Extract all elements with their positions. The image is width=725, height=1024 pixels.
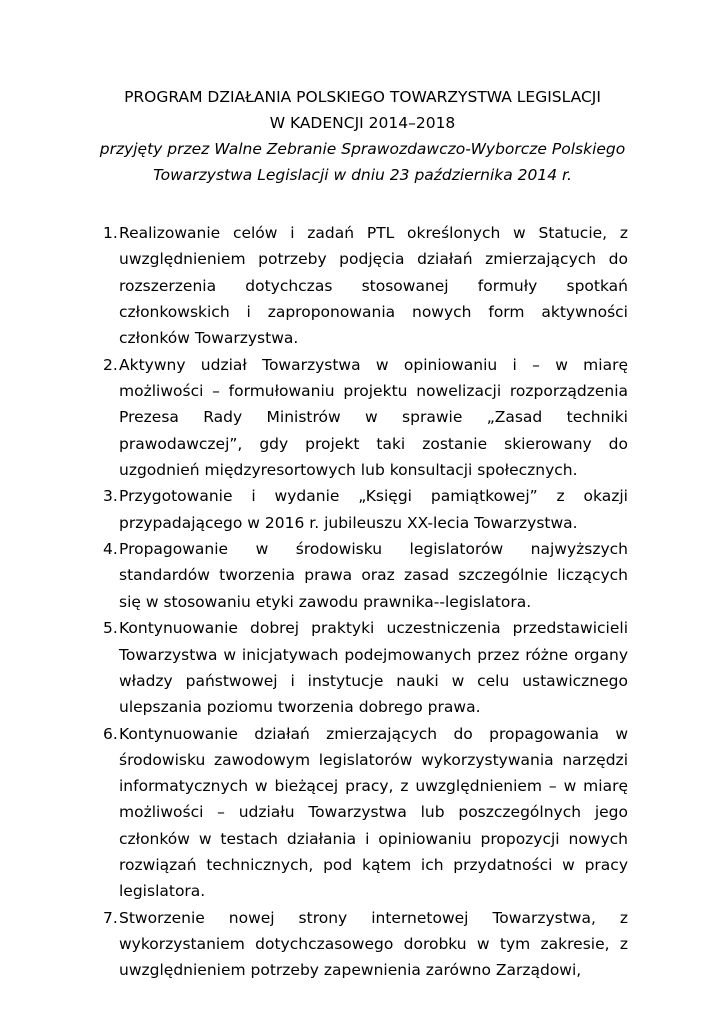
item-text: Stworzenie nowej strony internetowej Towarzystwa, z wykorzystaniem dotychczasowego dorobku w tym zakresie, z uwzględnieniem potrzeby zapewnienia zarówno Zarządowi, (119, 908, 628, 980)
document-subtitle-line-1: przyjęty przez Walne Zebranie Sprawozdawczo-Wyborcze Polskiego (99, 140, 626, 158)
item-text: Kontynuowanie działań zmierzających do propagowania w środowisku zawodowym legislatorów wykorzystywania narzędzi informatycznych w bieżącej pracy, z uwzględnieniem – w miarę możliwości – udziału Towarzystwa lub poszczególnych jego członków w testach działania i opiniowaniu propozycji nowych rozwiązań technicznych, pod kątem ich przydatności w pracy legislatora. (119, 724, 628, 901)
item-number: 4. (103, 540, 118, 559)
list-item (103, 615, 628, 720)
item-number: 1. (103, 224, 118, 242)
list-item (103, 483, 628, 536)
program-items-list (103, 220, 628, 984)
item-text: Kontynuowanie dobrej praktyki uczestniczenia przedstawicieli Towarzystwa w inicjatywach podejmowanych przez różne organy władzy państwowej i instytucje nauki w celu ustawicznego ulepszania poziomu tworzenia dobrego prawa. (119, 619, 628, 717)
list-item (103, 905, 628, 984)
item-number: 3. (103, 487, 118, 506)
item-number: 6. (103, 724, 118, 743)
item-number: 7. (103, 908, 118, 927)
list-item (103, 536, 628, 615)
item-text: Aktywny udział Towarzystwa w opiniowaniu i – w miarę możliwości – formułowaniu projektu nowelizacji rozporządzenia Prezesa Rady Ministrów w sprawie „Zasad techniki prawodawczej”, gdy projekt taki zostanie skierowany do uzgodnień międzyresortowych lub konsultacji społecznych. (119, 355, 628, 479)
list-item (103, 352, 628, 483)
item-text: Przygotowanie i wydanie „Księgi pamiątkowej” z okazji przypadającego w 2016 r. jubileuszu XX-lecia Towarzystwa. (119, 487, 628, 532)
list-item (103, 220, 628, 351)
item-number: 2. (103, 355, 118, 374)
document-subtitle-line-2: Towarzystwa Legislacji w dniu 23 października 2014 r. (153, 166, 572, 184)
list-item (103, 721, 628, 905)
document-header (0, 84, 725, 188)
item-text: Propagowanie w środowisku legislatorów najwyższych standardów tworzenia prawa oraz zasad szczególnie liczących się w stosowaniu etyki zawodu prawnika--legislatora. (119, 540, 628, 611)
item-text: Realizowanie celów i zadań PTL określonych w Statucie, z uwzględnieniem potrzeby podjęcia działań zmierzających do rozszerzenia dotychczas stosowanej formuły spotkań członkowskich i zaproponowania nowych form aktywności członków Towarzystwa. (119, 224, 628, 348)
item-number: 5. (103, 619, 118, 638)
document-title-line-1: PROGRAM DZIAŁANIA POLSKIEGO TOWARZYSTWA LEGISLACJI (124, 88, 601, 106)
document-title-line-2: W KADENCJI 2014–2018 (269, 114, 456, 132)
